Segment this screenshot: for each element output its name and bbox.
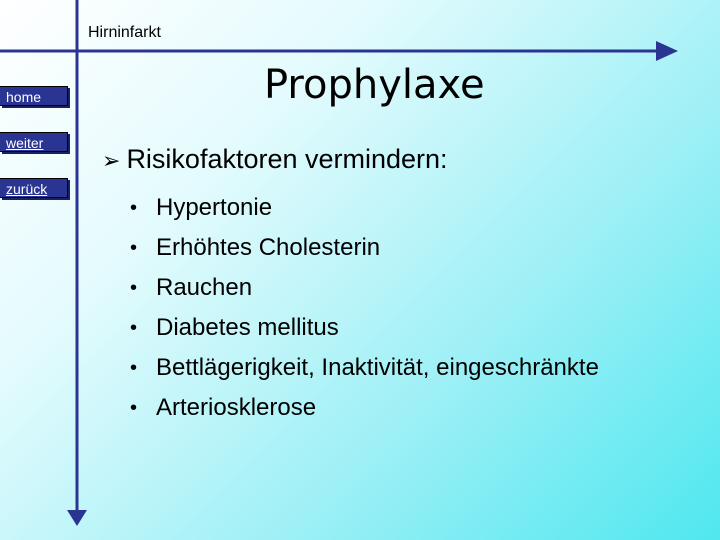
home-button[interactable]: home <box>0 86 68 106</box>
list-item: • Hypertonie <box>130 192 599 232</box>
arrow-down-icon <box>67 510 87 526</box>
main-point-text: Risikofaktoren vermindern: <box>126 144 448 174</box>
list-item: • Diabetes mellitus <box>130 312 599 352</box>
list-item: • Erhöhtes Cholesterin <box>130 232 599 272</box>
next-button[interactable]: weiter <box>0 132 68 152</box>
presentation-title: Hirninfarkt <box>88 24 161 41</box>
list-item: • Bettlägerigkeit, Inaktivität, eingeschränkte <box>130 352 599 392</box>
list-item: • Arteriosklerose <box>130 392 599 432</box>
arrow-bullet-icon: ➢ <box>102 148 121 173</box>
slide-title: Prophylaxe <box>264 62 485 108</box>
arrow-right-icon <box>656 41 678 61</box>
back-button[interactable]: zurück <box>0 178 68 198</box>
list-item: • Rauchen <box>130 272 599 312</box>
main-point <box>102 144 448 175</box>
risk-factor-list <box>130 192 599 432</box>
